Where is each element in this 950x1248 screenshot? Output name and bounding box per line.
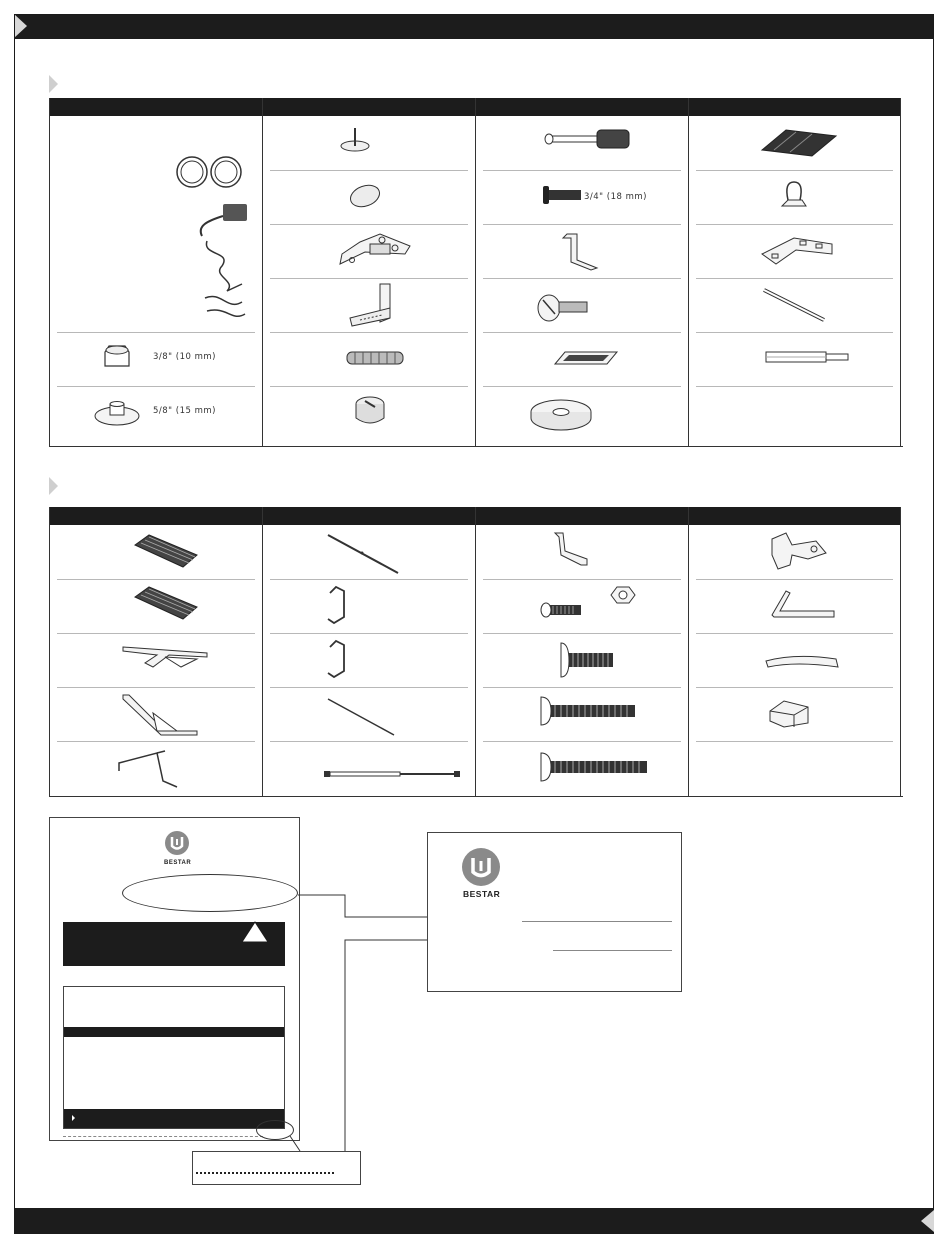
part-cell-leveler — [57, 386, 255, 440]
part-cell-thumb-screw — [483, 278, 681, 333]
thumb-screw-icon — [483, 278, 682, 332]
leveler-size-label: 5/8" (15 mm) — [153, 406, 217, 416]
part-cell-bolt-nut — [483, 579, 681, 634]
latch-bracket-icon — [696, 525, 895, 579]
table2-column-4 — [688, 507, 901, 796]
part-cell-u-handle-2 — [270, 633, 468, 688]
part-cell-bolt-sleeve — [483, 116, 681, 171]
part-cell-tension-rod — [270, 741, 468, 795]
table1-column-2 — [262, 98, 475, 446]
part-cell-long-bolt — [483, 741, 681, 795]
part-cell-flat-bracket — [57, 633, 255, 688]
flat-mounting-bracket-icon — [57, 633, 256, 687]
part-cell-empty — [696, 386, 893, 440]
vent-grille-icon — [57, 525, 256, 579]
card-field-line-1 — [522, 921, 672, 922]
part-cell-washer — [483, 386, 681, 440]
tension-rod-icon — [270, 741, 469, 795]
bolt-and-nut-icon — [483, 579, 682, 633]
offset-bracket-icon — [483, 525, 682, 579]
long-rod-icon — [270, 525, 469, 579]
part-cell-glide — [270, 116, 468, 171]
part-cell-grille-large — [57, 525, 255, 580]
part-cell-hinge — [270, 224, 468, 279]
cable-clip-icon — [696, 170, 895, 224]
part-cell-bracket — [483, 224, 681, 279]
part-cell-l-key — [696, 579, 893, 634]
column-header — [476, 98, 688, 116]
u-handle-icon — [270, 633, 469, 687]
card-field-line-2 — [553, 950, 672, 951]
column-header — [689, 98, 900, 116]
part-cell-pad — [696, 116, 893, 171]
part-cell-latch — [696, 525, 893, 580]
callout-box — [192, 1151, 361, 1185]
part-cell-long-rod — [270, 525, 468, 580]
part-cell-u-handle — [270, 579, 468, 634]
part-cell-empty — [696, 741, 893, 795]
flat-head-screw-icon — [483, 170, 682, 224]
part-cell-medium-bolt — [483, 687, 681, 742]
part-cell-thin-rod — [270, 687, 468, 742]
part-cell-rod — [696, 278, 893, 333]
label-card — [427, 832, 682, 992]
card-brand-name: BESTAR — [463, 889, 501, 899]
table2-column-2 — [262, 507, 475, 796]
strike-plate-icon — [483, 332, 682, 386]
u-handle-icon — [270, 579, 469, 633]
table1-column-3 — [475, 98, 688, 446]
table2-column-3 — [475, 507, 688, 796]
part-cell-strike-plate — [483, 332, 681, 387]
part-cell-dowel — [270, 332, 468, 387]
table1-column-4 — [688, 98, 901, 446]
table2-column-1 — [49, 507, 262, 796]
content-divider-band — [64, 1027, 284, 1037]
screwdriver-bit-icon — [696, 332, 895, 386]
column-header — [689, 507, 900, 525]
nut-cap-size-label: 3/8" (10 mm) — [153, 352, 217, 362]
l-key-icon — [696, 579, 895, 633]
bottom-bar — [14, 1208, 934, 1234]
column-header — [263, 98, 475, 116]
part-cell-offset-bracket — [483, 525, 681, 580]
column-header — [50, 507, 262, 525]
hinge-icon — [270, 224, 469, 278]
section-1-arrow-icon — [49, 75, 58, 93]
vent-grille-small-icon — [57, 579, 256, 633]
part-cell-clip — [696, 170, 893, 225]
z-bracket-icon — [483, 224, 682, 278]
small-arrow-icon — [72, 1115, 75, 1121]
bolt-and-sleeve-icon — [483, 116, 682, 170]
section-2-arrow-icon — [49, 477, 58, 495]
hinge-mounting-plate-icon — [270, 278, 469, 332]
column-header — [476, 507, 688, 525]
foam-block-icon — [696, 687, 895, 741]
part-cell-allen-key — [696, 332, 893, 387]
part-cell-strip — [696, 633, 893, 688]
grommet-rings-and-cables-icon — [57, 116, 256, 332]
triangle-bracket-icon — [57, 687, 256, 741]
cam-lock-icon — [270, 386, 469, 440]
wire-handle-icon — [57, 741, 256, 795]
corner-bracket-icon — [696, 224, 895, 278]
support-rod-icon — [696, 278, 895, 332]
callout-dotted-line — [196, 1172, 334, 1174]
part-cell-hinge-plate — [270, 278, 468, 333]
felt-pad-icon — [270, 170, 469, 224]
nail-glide-icon — [270, 116, 469, 170]
part-cell-wire-handle — [57, 741, 255, 795]
long-bolt-icon — [483, 741, 682, 795]
table1-column-1 — [49, 98, 262, 446]
part-cell-short-bolt — [483, 633, 681, 688]
medium-bolt-icon — [483, 687, 682, 741]
content-footer-band — [64, 1109, 284, 1128]
booklet-brand-name: BESTAR — [164, 860, 192, 866]
instruction-booklet — [49, 817, 300, 1141]
flex-strip-icon — [696, 633, 895, 687]
part-cell-screw — [483, 170, 681, 225]
part-cell-block — [696, 687, 893, 742]
highlight-ellipse-small — [256, 1120, 294, 1140]
warning-triangle-icon — [241, 921, 269, 943]
hardware-table-2 — [49, 507, 903, 797]
highlight-ellipse — [122, 874, 298, 912]
bestar-logo-icon — [162, 830, 192, 858]
part-cell-accessories — [57, 116, 255, 333]
wood-dowel-icon — [270, 332, 469, 386]
booklet-dashed-line — [63, 1136, 263, 1137]
part-cell-nut-cap — [57, 332, 255, 387]
short-bolt-icon — [483, 633, 682, 687]
washer-icon — [483, 386, 682, 440]
thin-rod-icon — [270, 687, 469, 741]
part-cell-cam-lock — [270, 386, 468, 440]
bestar-logo-icon — [460, 847, 502, 887]
part-cell-corner-bracket — [696, 224, 893, 279]
booklet-content-panel — [63, 986, 285, 1129]
screw-size-label: 3/4" (18 mm) — [584, 192, 648, 202]
hardware-table-1 — [49, 98, 903, 447]
column-header — [50, 98, 262, 116]
adhesive-pad-icon — [696, 116, 895, 170]
part-cell-triangle-bracket — [57, 687, 255, 742]
part-cell-felt-pad — [270, 170, 468, 225]
part-cell-grille-small — [57, 579, 255, 634]
triangle-left-icon — [921, 1210, 934, 1232]
column-header — [263, 507, 475, 525]
